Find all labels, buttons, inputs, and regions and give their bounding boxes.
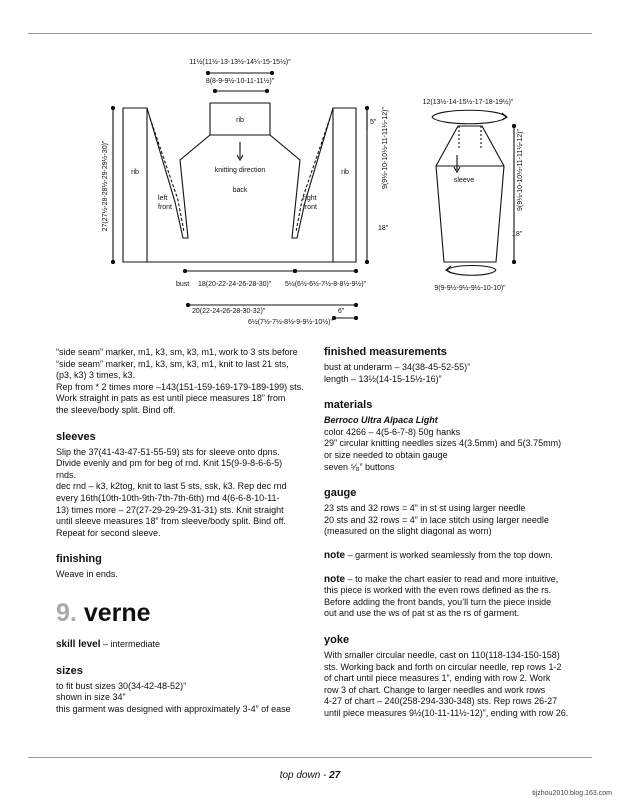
sizes-line: shown in size 34” <box>56 692 126 703</box>
skill-level <box>56 639 316 651</box>
yoke-line: sts. Working back and forth on circular needle, rep rows 1-2 <box>324 661 562 672</box>
sleeve-label: sleeve <box>453 177 475 184</box>
gauge-line: 23 sts and 32 rows = 4” in st st using larger needle <box>324 503 526 514</box>
pattern-number: 9. <box>56 598 77 627</box>
band-label: 6" <box>338 308 345 315</box>
sleeves-line: every 16th(10th-10th-9th-7th-7th-6th) rnd 4(6-6-8-10-11- <box>56 492 280 503</box>
sleeves-line: dec rnd – k3, k2tog, knit to last 5 sts, ssk, k3. Rep dec rnd <box>56 481 287 492</box>
sleeve-bottom-label: 9(9-9½-9½-9½-10-10)" <box>434 285 506 292</box>
body-outline <box>123 103 356 262</box>
schematic-diagram <box>0 0 620 345</box>
page-footer <box>0 770 620 781</box>
gauge-line: 20 sts and 32 rows = 4” in lace stitch using larger needle <box>324 514 549 525</box>
yarn-name: Berroco Ultra Alpaca Light <box>324 415 438 426</box>
footer-prefix: top down - <box>279 770 330 781</box>
yoke-line: row 3 of chart. Change to larger needles and work rows <box>324 684 546 695</box>
sleeves-line: until sleeve measures 18” from sleeve/body split. Bind off. <box>56 516 286 527</box>
materials-line: seven ⁵⁄₈” buttons <box>324 461 395 472</box>
front-width-2-label: 6½(7½-7½-8½-9-9½-10½)" <box>248 319 333 326</box>
materials-line: 29” circular knitting needles sizes 4(3.5mm) and 5(3.75mm) <box>324 438 562 449</box>
intro-line: Work straight in pats as est until piece measures 18” from <box>56 393 286 404</box>
sleeve-top-label: 12(13½-14-15½-17-18-19½)" <box>422 99 514 106</box>
sleeves-line: Repeat for second sleeve. <box>56 527 161 538</box>
sleeves-line: Slip the 37(41-43-47-51-55-59) sts for sleeve onto dpns. <box>56 446 280 457</box>
back-label: back <box>232 187 248 194</box>
finished-line: length – 13½(14-15-15½-16)” <box>324 373 442 384</box>
skill-value: – intermediate <box>100 638 161 649</box>
note-text: – to make the chart easier to read and more intuitive, <box>345 573 559 584</box>
left-front-label-1: left <box>158 195 168 202</box>
sleeves-line: rnds. <box>56 469 77 480</box>
sleeves-line: Divide evenly and pm for beg of rnd. Knit 15(9-9-8-6-6-5) <box>56 458 283 469</box>
note-seamless <box>324 550 594 562</box>
right-front-label-2: front <box>303 204 318 211</box>
materials-line: or size needed to obtain gauge <box>324 449 448 460</box>
yoke-depth-side-label: 9(9½-10-10½-11-11½-12)" <box>382 107 389 189</box>
intro-line: “side seam” marker, m1, k3, sm, k3, m1, work to 3 sts before <box>56 347 298 357</box>
sizes-line: to fit bust sizes 30(34-42-48-52)” <box>56 680 187 691</box>
body-length-label: 18" <box>378 225 389 232</box>
intro-line: the sleeve/body split. Bind off. <box>56 404 176 415</box>
rib-right-label: rib <box>341 169 349 176</box>
skill-label: skill level <box>56 638 101 650</box>
yoke-depth-label: 5" <box>370 119 377 126</box>
bust-label: 18(20-22-24-26-28-30)" <box>198 281 272 288</box>
note-label: note <box>324 573 346 585</box>
finished-heading: finished measurements <box>324 346 447 358</box>
intro-line: “side seam” marker, m1, k3, sm, k3, m1, knit to last 21 sts, <box>56 358 289 369</box>
half-width-label: 20(22-24-26-28-30-32)" <box>192 308 266 315</box>
yoke-line: With smaller circular needle, cast on 110(118-134-150-158) <box>324 649 560 660</box>
pattern-name: verne <box>83 598 151 627</box>
sleeve-outline <box>436 126 504 262</box>
sizes-line: this garment was designed with approximately 3-4” of ease <box>56 703 291 714</box>
note-line: Before adding the front bands, you’ll turn the piece inside <box>324 596 552 607</box>
pattern-title <box>56 599 316 627</box>
left-front-label-2: front <box>158 204 173 211</box>
sleeves-heading: sleeves <box>56 430 96 443</box>
yoke-line: of chart until piece measures 1”, ending with row 2. Work <box>324 673 551 684</box>
sleeve-side-label: 9(9½-10-10½-11-11½-12)" <box>517 129 524 211</box>
total-length-label: 27(27½-28-28½-29-29½-30)" <box>102 140 109 232</box>
bust-word: bust <box>176 281 190 288</box>
left-column <box>56 347 316 715</box>
rib-width-label: 8(8-9-9½-10-11-11½)" <box>205 78 275 85</box>
note-line: out and use the ws of pat st as the rs of garment. <box>324 608 520 619</box>
yoke-heading: yoke <box>324 633 350 646</box>
gauge-line: (measured on the slight diagonal as worn) <box>324 526 492 537</box>
watermark: tijzhou2010.blog.163.com <box>532 790 612 797</box>
materials-heading: materials <box>324 399 373 412</box>
right-front-label-1: right <box>303 195 317 202</box>
rib-left-label: rib <box>131 169 139 176</box>
sleeve-length-label: 18" <box>512 231 523 238</box>
yoke-line: 4-27 of chart – 240(258-294-330-348) sts. Rep rows 26-27 <box>324 696 558 707</box>
intro-line: (p3, k3) 3 times, k3. <box>56 370 136 381</box>
gauge-heading: gauge <box>324 487 357 500</box>
front-width-label: 5½(6½-6½-7½-8-8½-9½)" <box>285 281 367 288</box>
note-label: note <box>324 549 346 561</box>
right-column <box>324 346 594 719</box>
direction-label: knitting direction <box>214 167 266 174</box>
finishing-heading: finishing <box>56 553 102 566</box>
note-text: – garment is worked seamlessly from the top down. <box>345 549 553 560</box>
finished-line: bust at underarm – 34(38-45-52-55)” <box>324 362 471 372</box>
rib-top-label: rib <box>236 117 244 124</box>
sizes-heading: sizes <box>56 664 83 677</box>
sleeves-line: 13) times more – 27(27-29-29-29-31-31) sts. Knit straight <box>56 504 284 515</box>
note-line: this piece is worked with the even rows defined as the rs. <box>324 585 552 596</box>
materials-line: color 4266 – 4(5-6-7-8) 50g hanks <box>324 426 461 437</box>
finishing-text: Weave in ends. <box>56 569 118 580</box>
bottom-rule <box>28 757 592 758</box>
yoke-line: until piece measures 9½(10-11-11½-12)”, ending with row 26. <box>324 707 569 718</box>
page-number: 27 <box>329 770 341 781</box>
neck-width-label: 11½(11½-13-13½-14¼-15-15½)" <box>189 59 291 66</box>
note-chart <box>324 574 594 586</box>
intro-line: Rep from * 2 times more –143(151-159-169-179-189-199) sts. <box>56 381 304 392</box>
